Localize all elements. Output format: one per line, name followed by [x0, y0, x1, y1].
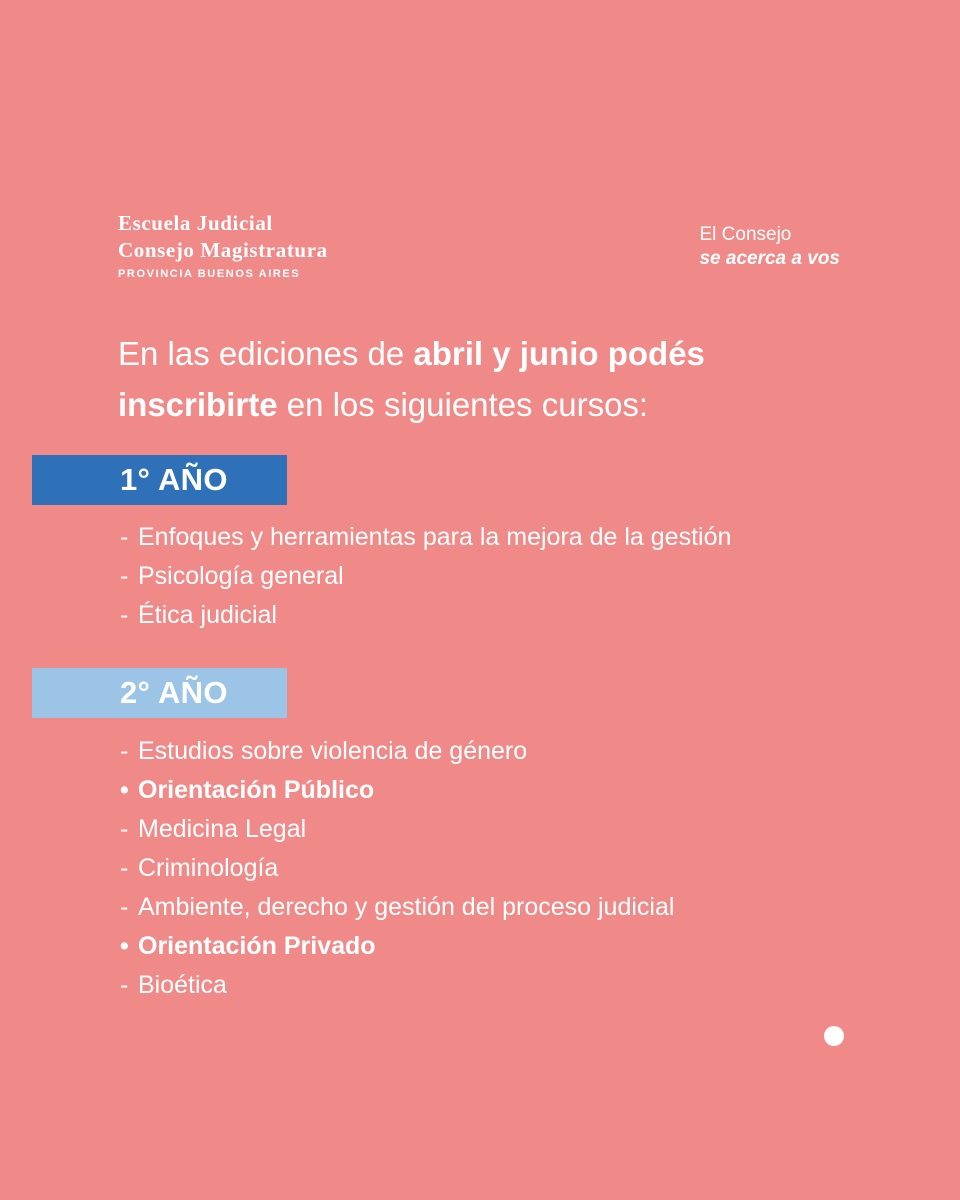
headline-bold-1: abril y junio podés inscribirte: [118, 335, 705, 424]
list-marker: -: [120, 523, 129, 551]
course-list-year-2: [120, 732, 900, 1005]
list-item-label: Bioética: [138, 971, 227, 999]
list-item-label: Ética judicial: [138, 601, 277, 629]
list-marker: -: [120, 601, 129, 629]
list-item: [120, 810, 900, 849]
year-banner-1: [32, 455, 287, 505]
list-item: [120, 557, 900, 596]
list-marker: -: [120, 893, 129, 921]
tagline-line-2: se acerca a vos: [699, 247, 840, 269]
list-item-label: Estudios sobre violencia de género: [138, 737, 528, 765]
list-item-label: Orientación Privado: [138, 932, 376, 960]
list-marker: -: [120, 971, 129, 999]
headline-part-1: En las ediciones de: [118, 335, 414, 372]
list-item: [120, 966, 900, 1005]
logo-line-consejo-magistratura: Consejo Magistratura: [118, 237, 328, 262]
list-marker: -: [120, 737, 129, 765]
list-item-label: Orientación Público: [138, 776, 375, 804]
year-banner-2-label: 2° AÑO: [120, 675, 228, 710]
list-marker: •: [120, 932, 129, 960]
list-item: [120, 518, 900, 557]
page-title: [118, 328, 858, 430]
tagline-block: [699, 223, 840, 271]
list-item: [120, 849, 900, 888]
course-list-year-1: [120, 518, 900, 635]
list-item-label: Criminología: [138, 854, 279, 882]
list-marker: -: [120, 562, 129, 590]
list-item-orientation-publico: [120, 771, 900, 810]
escuela-judicial-logo: [118, 210, 328, 280]
list-item: [120, 732, 900, 771]
list-marker: •: [120, 776, 129, 804]
headline-part-2: en los siguientes cursos:: [277, 386, 649, 424]
poster-header: [118, 210, 842, 280]
list-item: [120, 888, 900, 927]
decorative-dot-icon: [824, 1026, 844, 1046]
list-item: [120, 596, 900, 635]
list-item-label: Enfoques y herramientas para la mejora de la gestión: [138, 523, 732, 551]
list-item-label: Medicina Legal: [138, 815, 307, 843]
tagline-line-1: El Consejo: [699, 224, 792, 245]
list-marker: -: [120, 815, 129, 843]
year-banner-1-label: 1° AÑO: [120, 462, 228, 497]
logo-line-escuela-judicial: Escuela Judicial: [118, 211, 273, 235]
list-marker: -: [120, 854, 129, 882]
year-banner-2: [32, 668, 287, 718]
list-item-label: Psicología general: [138, 562, 344, 590]
list-item-label: Ambiente, derecho y gestión del proceso judicial: [138, 893, 675, 921]
logo-line-provincia: PROVINCIA BUENOS AIRES: [118, 267, 301, 280]
list-item-orientation-privado: [120, 927, 900, 966]
